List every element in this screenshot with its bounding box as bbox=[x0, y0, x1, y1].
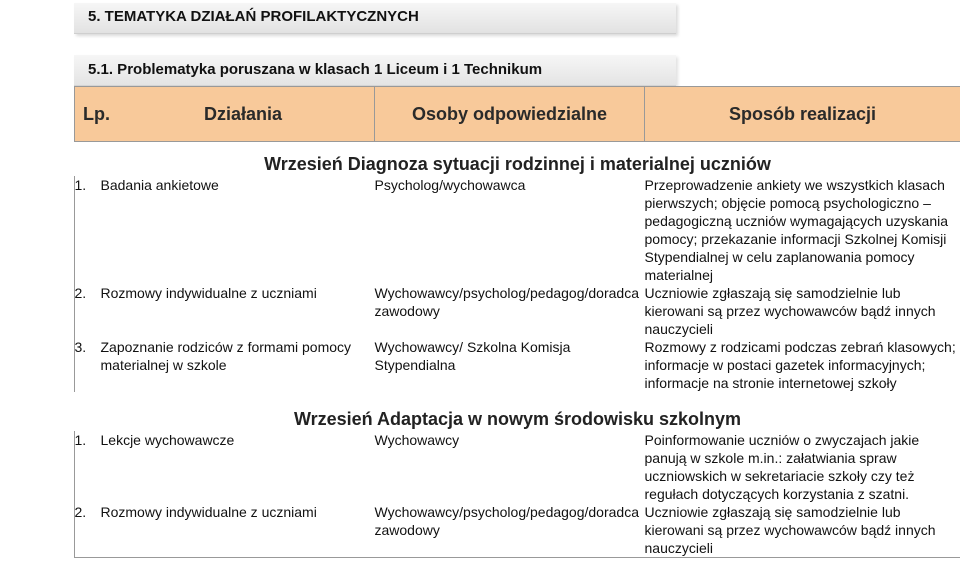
group-title: Wrzesień Diagnoza sytuacji rodzinnej i materialnej uczniów bbox=[75, 142, 960, 177]
row-method: Uczniowie zgłaszają się samodzielnie lub kierowani są przez wychowawców bądź innych nauczycieli bbox=[644, 285, 936, 337]
row-number: 1. bbox=[74, 177, 87, 193]
row-action: Zapoznanie rodziców z formami pomocy materialnej w szkole bbox=[100, 339, 352, 373]
row-persons: Psycholog/wychowawca bbox=[374, 177, 526, 193]
table-row bbox=[75, 176, 960, 284]
table-row bbox=[75, 338, 960, 392]
subsection-title: 5.1. Problematyka poruszana w klasach 1 Liceum i 1 Technikum bbox=[88, 61, 543, 78]
row-method: Poinformowanie uczniów o zwyczajach jakie panują w szkole m.in.: załatwiania spraw uczniowskich w sekretariacie szkoły czy też regułach dotyczących korzystania z szatni. bbox=[644, 432, 920, 502]
row-number: 3. bbox=[74, 339, 87, 355]
table-row bbox=[75, 503, 960, 558]
group-heading-row bbox=[75, 142, 960, 177]
row-method: Rozmowy z rodzicami podczas zebrań klasowych; informacje w postaci gazetek informacyjnych; informacje na stronie internetowej szkoły bbox=[644, 339, 956, 391]
group-title: Wrzesień Adaptacja w nowym środowisku szkolnym bbox=[75, 392, 960, 431]
activities-table bbox=[74, 86, 960, 558]
row-method: Uczniowie zgłaszają się samodzielnie lub kierowani są przez wychowawców bądź innych nauczycieli bbox=[645, 503, 960, 558]
row-number: 2. bbox=[74, 285, 87, 301]
header-actions: Działania bbox=[204, 104, 283, 124]
table-row bbox=[75, 431, 960, 503]
row-action: Badania ankietowe bbox=[100, 177, 219, 193]
row-number: 1. bbox=[74, 432, 87, 448]
header-persons: Osoby odpowiedzialne bbox=[375, 87, 645, 142]
header-lp: Lp. bbox=[83, 104, 110, 124]
row-number: 2. bbox=[74, 504, 87, 520]
row-persons: Wychowawcy bbox=[374, 432, 460, 448]
row-action: Rozmowy indywidualne z uczniami bbox=[100, 504, 317, 520]
row-action: Lekcje wychowawcze bbox=[100, 432, 235, 448]
header-method: Sposób realizacji bbox=[645, 87, 960, 142]
row-method: Przeprowadzenie ankiety we wszystkich klasach pierwszych; objęcie pomocą psychologiczno – pedagogiczną uczniów wymagających uzyskania pomocy; przekazanie informacji Szkolnej Komisji Stypendialnej w celu zaplanowania pomocy materialnej bbox=[644, 177, 949, 283]
row-persons: Wychowawcy/psycholog/pedagog/doradca zawodowy bbox=[375, 503, 645, 558]
table-row bbox=[75, 284, 960, 338]
row-persons: Wychowawcy/ Szkolna Komisja Stypendialna bbox=[374, 339, 571, 373]
section-title: 5. TEMATYKA DZIAŁAŃ PROFILAKTYCZNYCH bbox=[88, 8, 419, 25]
table-header-row bbox=[75, 87, 960, 142]
row-persons: Wychowawcy/psycholog/pedagog/doradca zawodowy bbox=[374, 285, 639, 319]
group-heading-row bbox=[75, 392, 960, 431]
row-action: Rozmowy indywidualne z uczniami bbox=[100, 285, 317, 301]
